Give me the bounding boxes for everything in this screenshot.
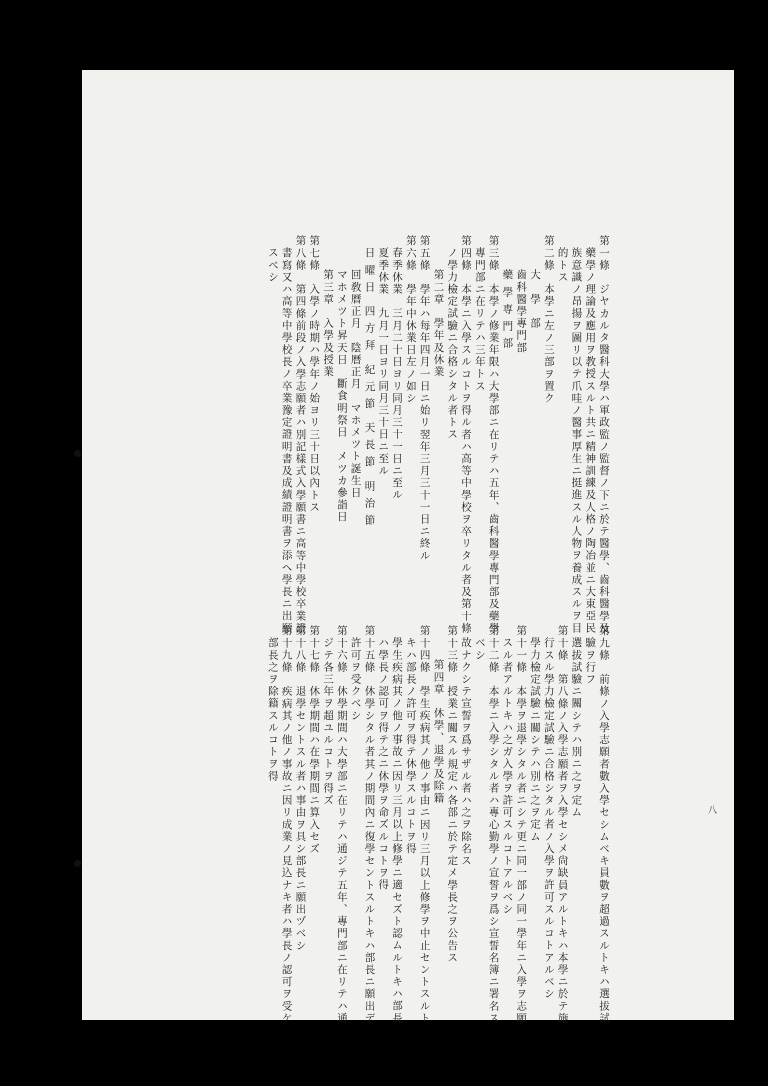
- text-line: 第十八條 退學セントスル者ハ事由ヲ具シ部長ニ願出ヅベシ: [294, 625, 307, 952]
- text-line: 故ナクシテ宣誓ヲ爲サザル者ハ之ヲ除名ス: [460, 637, 473, 867]
- text-line: 第三章 入學及授業: [322, 269, 335, 378]
- text-line: 驗ヲ行フ: [584, 637, 597, 686]
- text-line: 第十一條 本學ヲ退學シタル者ニシテ更ニ同一部ノ同一學年ニ入學ヲ志願: [515, 625, 528, 1025]
- text-line: 行スル學力檢定試驗ニ合格シタル者ノ入學ヲ許可スルコトアルベシ: [542, 637, 555, 1000]
- text-line: マホメツト昇天日 斷食明祭日 メツカ參詣日: [335, 269, 348, 524]
- text-line: 第十七條 休學期間ハ在學期間ニ算入セズ: [308, 625, 321, 855]
- text-line: 第三條 本學ノ修業年限ハ大學部ニ在リテハ五年、齒科醫學專門部及藥學: [487, 235, 500, 635]
- text-line: 學生疾病其ノ他ノ事故ニ因リ三月以上修學ニ適セズト認ムルトキハ部長: [391, 637, 404, 1025]
- text-line: ジテ各三年ヲ超ユルコトヲ得ズ: [322, 637, 335, 807]
- text-line: ノ學力檢定試驗ニ合格シタル者トス: [446, 247, 459, 441]
- text-line: 第二條 本學ニ左ノ三部ヲ置ク: [542, 235, 555, 405]
- text-line: 許可ヲ受クベシ: [349, 637, 362, 722]
- text-line: 第十九條 疾病其ノ他ノ事故ニ因リ成業ノ見込ナキ者ハ學長ノ認可ヲ受ケ: [280, 625, 293, 1025]
- text-line: 的トス: [556, 247, 569, 284]
- page-number: 八: [708, 806, 718, 816]
- text-line: 第七條 入學ノ時期ハ學年ノ始ヨリ三十日以內トス: [308, 235, 321, 514]
- text-line: 齒科醫學專門部: [515, 269, 528, 354]
- text-line: 回敎曆正月 陰曆正月 マホメツト誕生日: [349, 269, 362, 499]
- text-block-lower: [265, 625, 610, 1025]
- text-line: 第十二條 本學ニ入學シタル者ハ專心勤學ノ宣誓ヲ爲シ宣誓名簿ニ署名ス: [487, 625, 500, 1025]
- text-line: 日 曜 日 四 方 拜 紀 元 節 天 長 節 明 治 節: [363, 247, 376, 527]
- text-block-upper: [265, 235, 610, 635]
- text-line: 夏季休業 九月一日ヨリ同月三十日ニ至ル: [377, 247, 390, 477]
- text-line: 第四章 休學、退學及除籍: [432, 659, 445, 805]
- text-line: キハ部長ノ許可ヲ得テ休學スルコトヲ得: [404, 637, 417, 855]
- text-line: 春季休業 三月二十日ヨリ同月三十一日ニ至ル: [391, 247, 404, 502]
- text-line: スベシ: [266, 247, 279, 284]
- text-line: 第十條 第八條ノ入學志願者ヲ入學セシメ尙缺員アルトキハ本學ニ於テ施: [556, 625, 569, 1025]
- text-line: 第九條 前條ノ入學志願者數入學セシムベキ員數ヲ超過スルトキハ選拔試: [598, 625, 610, 1025]
- text-line: 第六條 學年中休業日左ノ如シ: [404, 235, 417, 405]
- text-line: 第八條 第四條前段ノ入學志願者ハ別記樣式入學願書ニ高等中學校卒業證: [294, 235, 307, 635]
- text-line: スル者アルトキハ之ガ入學ヲ許可スルコトアルベシ: [501, 637, 514, 916]
- text-line: 第十六條 休學期間ハ大學部ニ在リテハ通ジテ五年、專門部ニ在リテハ通: [335, 625, 348, 1025]
- text-line: 第十五條 休學シタル者其ノ期間內ニ復學セントスルトキハ部長ニ願出デ: [363, 625, 376, 1025]
- text-line: 專門部ニ在リテハ三年トス: [473, 247, 486, 393]
- text-line: 第十三條 授業ニ關スル規定ハ各部ニ於テ定メ學長之ヲ公告ス: [446, 625, 459, 964]
- text-line: 藥 學 専 門 部: [501, 269, 514, 350]
- text-line: 選拔試驗ニ關シテハ別ニ之ヲ定ム: [570, 637, 583, 819]
- text-line: 部長之ヲ除籍スルコトヲ得: [266, 637, 279, 783]
- text-line: 藥學ノ理論及應用ヲ教授スルト共ニ精神訓練及人格ノ陶冶並ニ大東亞民: [584, 247, 597, 635]
- text-line: 第二章 學年及休業: [432, 269, 445, 378]
- text-line: 第五條 學年ハ每年四月一日ニ始リ翌年三月三十一日ニ終ル: [418, 235, 431, 562]
- text-line: ベシ: [473, 637, 486, 662]
- document-page: [82, 70, 734, 1025]
- text-line: 大 學 部: [529, 269, 542, 330]
- text-line: 第四條 本學ニ入學スルコトヲ得ル者ハ高等中學校ヲ卒リタル者及第十條: [460, 235, 473, 635]
- text-line: 第十四條 學生疾病其ノ他ノ事由ニ因リ三月以上修學ヲ中止セントスルト: [418, 625, 431, 1025]
- text-line: ハ學長ノ認可ヲ得テ之ニ休學ヲ命ズルコトヲ得: [377, 637, 390, 892]
- text-line: 書寫又ハ高等中學校長ノ卒業豫定證明書及成績證明書ヲ添へ學長ニ出願: [280, 247, 293, 635]
- text-line: 學力檢定試驗ニ關シテハ別ニ之ヲ定ム: [529, 637, 542, 843]
- text-line: 族意識ノ昂揚ヲ圖リ以テ爪哇ノ醫事厚生ニ挺進スル人物ヲ養成スルヲ目: [570, 247, 583, 635]
- text-line: 第一條 ジヤカルタ醫科大學ハ軍政監ノ監督ノ下ニ於テ醫學、齒科醫學及: [598, 235, 610, 635]
